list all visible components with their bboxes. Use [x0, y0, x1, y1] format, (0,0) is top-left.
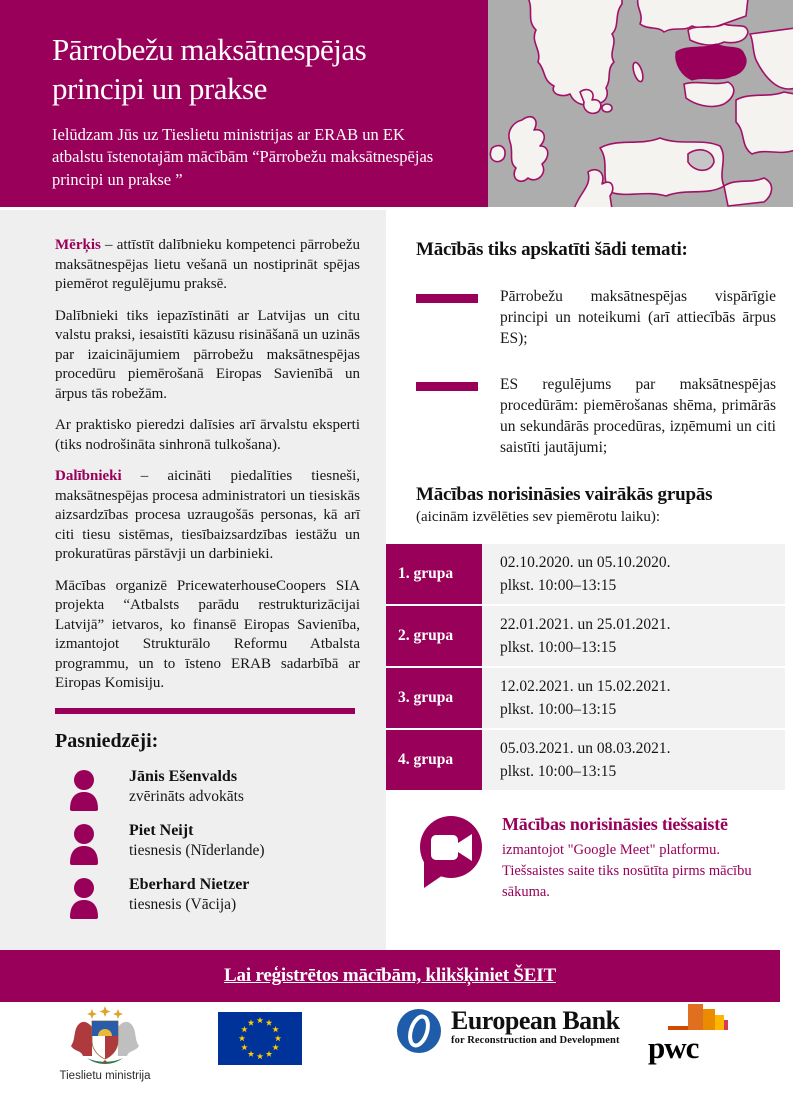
- groups-table: [386, 544, 785, 790]
- pwc-logo: [644, 1004, 734, 1066]
- header: [0, 0, 488, 207]
- speaker-role: tiesnesis (Nīderlande): [129, 841, 265, 859]
- online-heading: Mācības norisināsies tiešsaistē: [502, 814, 728, 835]
- group-label: 3. grupa: [386, 668, 482, 728]
- topic-text: Pārrobežu maksātnespējas vispārīgie principi un noteikumi (arī attiecībās ārpus ES);: [500, 288, 776, 347]
- speaker-item: [65, 767, 360, 811]
- group-time: plkst. 10:00–13:15: [500, 763, 617, 781]
- group-label: 1. grupa: [386, 544, 482, 604]
- pwc-label: pwc: [648, 1030, 699, 1065]
- ministry-label: Tieslietu ministrija: [59, 1070, 151, 1082]
- footer: [0, 1002, 793, 1096]
- group-dates: 12.02.2021. un 15.02.2021.: [500, 678, 671, 696]
- online-text: izmantojot "Google Meet" platformu. Tiešsaistes saite tiks nosūtīta pirms mācību sākuma.: [502, 842, 752, 901]
- ebrd-subname: for Reconstruction and Development: [451, 1035, 620, 1046]
- speakers-heading: Pasniedzēji:: [55, 729, 159, 752]
- group-label: 2. grupa: [386, 606, 482, 666]
- register-link[interactable]: Lai reģistrētos mācībām, klikšķiniet ŠEIT: [224, 965, 556, 986]
- header-subtitle: Ielūdzam Jūs uz Tieslietu ministrijas ar ERAB un EK atbalstu īstenotajām mācībām “Pārrobežu maksātnespējas principi un prakse ”: [52, 125, 434, 189]
- speaker-role: zvērināts advokāts: [129, 787, 244, 805]
- groups-subtitle: (aicinām izvēlēties sev piemērotu laiku):: [416, 509, 661, 526]
- online-section: [416, 814, 783, 903]
- person-icon: [65, 769, 103, 811]
- topic-text: ES regulējums par maksātnespējas procedūrām: piemērošanas shēma, primārās un sekundārās procedūras, izņēmumi un citi saistīti jautājumi;: [500, 376, 776, 456]
- speaker-name: Eberhard Nietzer: [129, 875, 250, 893]
- paragraph-participants-intro: Dalībnieki tiks iepazīstināti ar Latvijas un citu valstu praksi, iesaistīti kāzusu risināšanā un uzinās par izaicinājumiem pārrobežu maksātnespējas procedūru piemērošanā Eiropas Savienībā un ārpus tās robežām.: [55, 307, 360, 402]
- eu-flag-icon: [218, 1012, 302, 1065]
- audience-lead: Dalībnieki: [55, 468, 122, 484]
- ebrd-logo: [396, 1008, 620, 1054]
- speaker-name: Piet Neijt: [129, 821, 194, 839]
- goal-lead: Mērķis: [55, 237, 101, 253]
- speaker-role: tiesnesis (Vācija): [129, 895, 237, 913]
- register-bar: [0, 950, 780, 1002]
- europe-map-svg: [488, 0, 793, 207]
- person-icon: [65, 823, 103, 865]
- paragraph-organizer: Mācības organizē PricewaterhouseCoopers SIA projekta “Atbalsts parādu restrukturizācijai Latvijā” ietvaros, ko finansē Eiropas Savienība, izmantojot Strukturālo Reformu Atbalsta programmu, un to īsteno ERAB sadarbībā ar Eiropas Komisiju.: [55, 577, 360, 691]
- speaker-item: [65, 875, 360, 919]
- group-label: 4. grupa: [386, 730, 482, 790]
- topic-item: [416, 375, 783, 458]
- body-left-panel: [0, 210, 386, 950]
- topic-bullet: [416, 294, 478, 303]
- speaker-name: Jānis Ešenvalds: [129, 767, 238, 785]
- speaker-item: [65, 821, 360, 865]
- group-time: plkst. 10:00–13:15: [500, 701, 617, 719]
- group-row: [386, 606, 785, 666]
- group-row: [386, 730, 785, 790]
- video-camera-icon: [416, 814, 484, 892]
- ebrd-globe-icon: [396, 1008, 442, 1054]
- topics-heading: Mācībās tiks apskatīti šādi temati:: [416, 239, 688, 260]
- europe-map: [488, 0, 793, 207]
- group-dates: 02.10.2020. un 05.10.2020.: [500, 554, 671, 572]
- group-time: plkst. 10:00–13:15: [500, 639, 617, 657]
- group-dates: 05.03.2021. un 08.03.2021.: [500, 740, 671, 758]
- coat-of-arms-icon: [65, 1006, 145, 1068]
- ministry-logo: [38, 1006, 172, 1082]
- paragraph-audience: Dalībnieki – aicināti piedalīties tiesneši, maksātnespējas procesa administratori un tiesiskās aizsardzības procesa uzraugošās personas, kā arī citi tiesu sistēmas, tiesībaizsardzības iestāžu un prokuratūras pārstāvji un darbinieki.: [55, 468, 360, 562]
- paragraph-goal: Mērķis – attīstīt dalībnieku kompetenci pārrobežu maksātnespējas lietu vešanā un nostiprināt spējas piemērot regulējumu praksē.: [55, 237, 360, 292]
- topic-bullet: [416, 382, 478, 391]
- body-right-panel: [386, 207, 793, 903]
- group-row: [386, 668, 785, 728]
- page-title: Pārrobežu maksātnespējas principi un prakse: [52, 32, 367, 107]
- groups-heading: Mācības norisināsies vairākās grupās: [416, 484, 713, 506]
- topic-item: [416, 287, 783, 349]
- group-time: plkst. 10:00–13:15: [500, 577, 617, 595]
- person-icon: [65, 877, 103, 919]
- group-row: [386, 544, 785, 604]
- ebrd-name: European Bank: [451, 1006, 620, 1035]
- latvia-shape: [676, 44, 746, 80]
- group-dates: 22.01.2021. un 25.01.2021.: [500, 616, 671, 634]
- section-divider: [55, 708, 355, 714]
- paragraph-experts: Ar praktisko pieredzi dalīsies arī ārvalstu eksperti (tiks nodrošināta sinhronā tulkošana).: [55, 417, 360, 453]
